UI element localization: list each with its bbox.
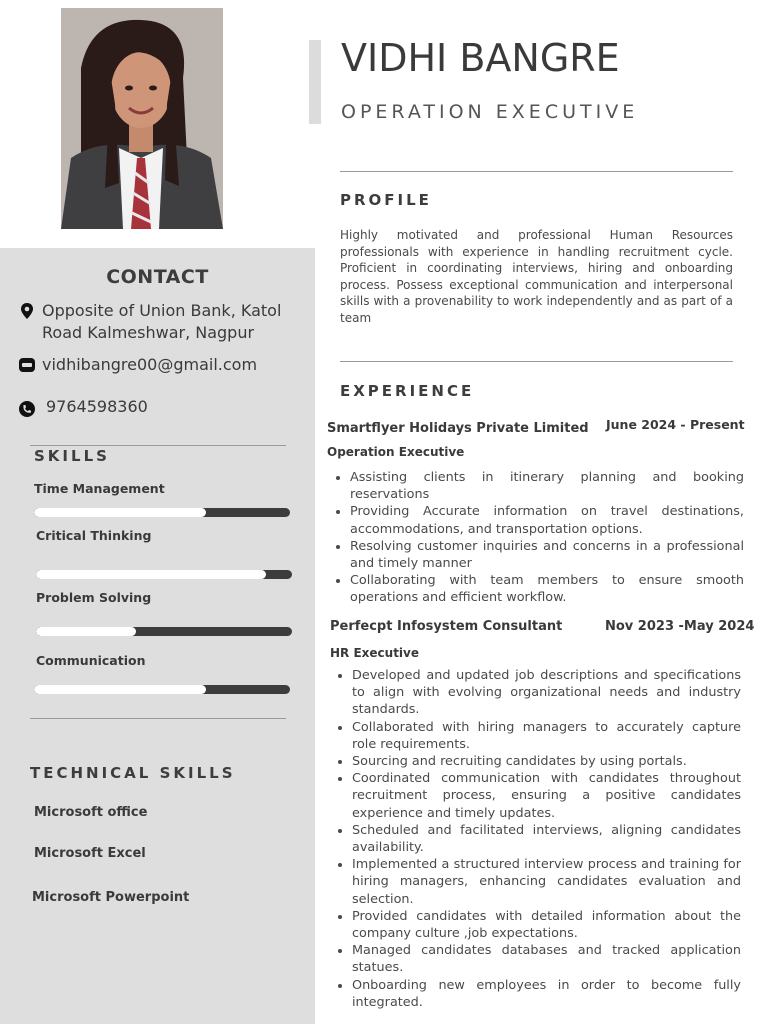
list-item: • Resolving customer inquiries and concerns in a professional and timely manner	[350, 538, 744, 572]
experience-heading: EXPERIENCE	[340, 382, 475, 400]
skill-bar	[36, 627, 292, 636]
email-text[interactable]: vidhibangre00@gmail.com	[42, 355, 258, 374]
profile-heading: PROFILE	[340, 191, 432, 209]
address-text: Opposite of Union Bank, Katol Road Kalmeshwar, Nagpur	[42, 301, 282, 342]
list-item: • Developed and updated job descriptions and specifications to align with evolving organizational needs and industry standards.	[352, 667, 741, 719]
list-item: • Scheduled and facilitated interviews, aligning candidates availability.	[352, 822, 741, 856]
list-item: • Provided candidates with detailed information about the company culture ,job expectations.	[352, 908, 741, 942]
skill-bar-fill	[36, 627, 136, 636]
list-item: • Collaborating with team members to ensure smooth operations and efficient workflow.	[350, 572, 744, 606]
skill-bar	[36, 570, 292, 579]
skill-bar	[34, 508, 290, 517]
location-pin-icon	[18, 302, 36, 320]
skill-bar-fill	[34, 685, 206, 694]
list-item: • Collaborated with hiring managers to accurately capture role requirements.	[352, 719, 741, 753]
technical-skill-item: Microsoft Excel	[34, 846, 146, 861]
contact-address	[18, 300, 308, 344]
skill-bar-fill	[36, 570, 266, 579]
candidate-name: VIDHI BANGRE	[341, 36, 620, 80]
list-item: • Managed candidates databases and tracked application statues.	[352, 942, 741, 976]
job-duties-list	[328, 469, 744, 607]
job-dates: June 2024 - Present	[606, 417, 745, 432]
contact-email	[18, 354, 308, 376]
contact-phone	[18, 396, 308, 418]
job-dates: Nov 2023 -May 2024	[605, 619, 755, 634]
list-item: • Onboarding new employees in order to become fully integrated.	[352, 977, 741, 1011]
list-item: • Assisting clients in itinerary planning and booking reservations	[350, 469, 744, 503]
divider	[340, 171, 733, 172]
profile-photo	[61, 8, 223, 229]
person-portrait-icon	[61, 8, 223, 229]
job-company: Smartflyer Holidays Private Limited	[327, 421, 589, 436]
skill-label: Communication	[36, 653, 146, 668]
name-accent-bar	[309, 40, 321, 124]
phone-text[interactable]: 9764598360	[46, 397, 148, 416]
contact-heading: CONTACT	[106, 266, 209, 288]
divider	[30, 718, 286, 719]
skill-bar-fill	[34, 508, 206, 517]
email-icon	[18, 356, 36, 374]
technical-skills-heading: TECHNICAL SKILLS	[30, 764, 236, 782]
technical-skill-item: Microsoft office	[34, 805, 148, 820]
divider	[30, 445, 286, 446]
list-item: • Providing Accurate information on travel destinations, accommodations, and transportation options.	[350, 503, 744, 537]
list-item: • Coordinated communication with candidates throughout recruitment process, ensuring a positive candidates experience and timely updates.	[352, 770, 741, 822]
job-role: Operation Executive	[327, 445, 465, 459]
profile-text: Highly motivated and professional Human Resources professionals with experience in handling recruitment cycle. Proficient in coordinating interviews, hiring and onboarding process. Possess exceptional communication and interpersonal skills with a provenability to work independently and as part of a team	[340, 228, 733, 325]
job-duties-list	[330, 667, 741, 1011]
skill-label: Problem Solving	[36, 590, 152, 605]
skill-bar	[34, 685, 290, 694]
technical-skill-item: Microsoft Powerpoint	[32, 890, 190, 905]
job-company: Perfecpt Infosystem Consultant	[330, 619, 563, 634]
skill-label: Time Management	[34, 481, 165, 496]
phone-icon	[18, 400, 36, 418]
skill-label: Critical Thinking	[36, 528, 152, 543]
job-role: HR Executive	[330, 646, 420, 660]
skills-heading: SKILLS	[34, 447, 110, 465]
divider	[340, 361, 733, 362]
candidate-title: OPERATION EXECUTIVE	[341, 101, 639, 123]
list-item: • Implemented a structured interview process and training for hiring managers, enhancing candidates evaluation and selection.	[352, 856, 741, 908]
list-item: • Sourcing and recruiting candidates by using portals.	[352, 753, 741, 770]
